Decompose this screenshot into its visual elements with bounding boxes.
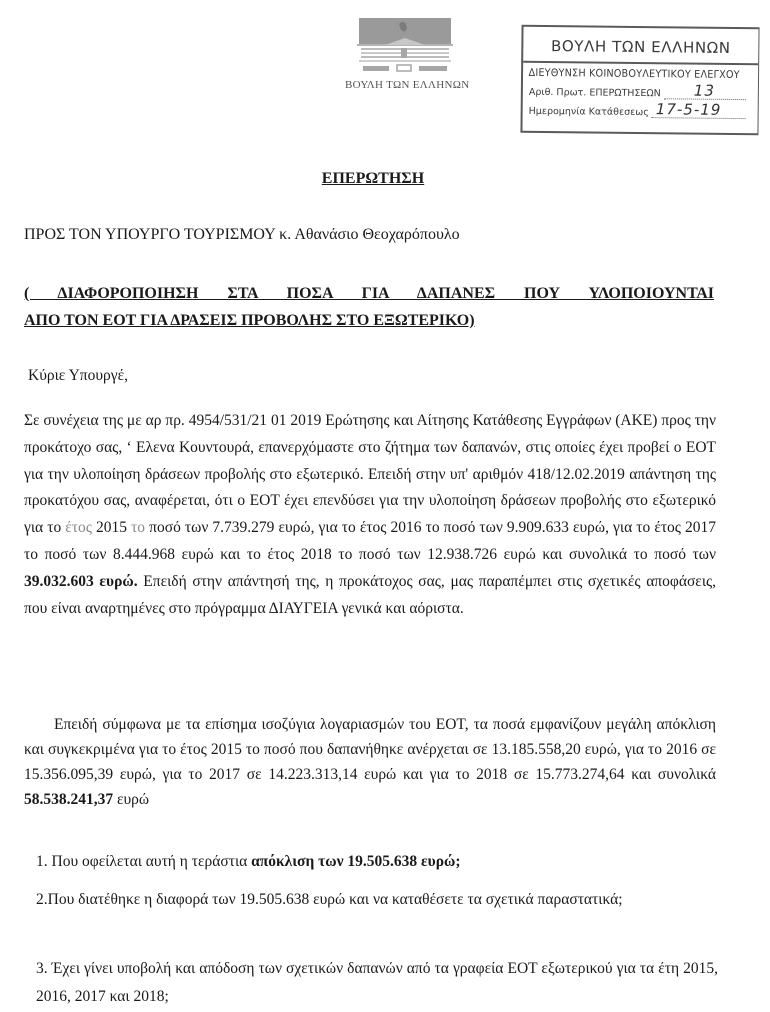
greeting: Κύριε Υπουργέ, <box>28 367 128 384</box>
stamp-date-label: Ημερομηνία Κατάθεσεως <box>528 105 649 119</box>
filing-stamp <box>520 25 759 135</box>
stamp-date-row <box>523 100 758 121</box>
question-1-bold: απόκλιση των 19.505.638 ευρώ; <box>251 853 461 870</box>
subject-line-2: ΑΠΟ ΤΟΝ ΕΟΤ ΓΙΑ ΔΡΑΣΕΙΣ ΠΡΟΒΟΛΗΣ ΣΤΟ ΕΞΩΤΕΡΙΚΟ) <box>24 312 475 329</box>
paragraph-1-text-d: Επειδή στην απάντησή της, η προκάτοχος σας, μας παραπέμπει στις σχετικές αποφάσεις, που είναι αναρτημένες στο πρόγραμμα ΔΙΑΥΓΕΙΑ γενικά και αόριστα. <box>24 572 717 617</box>
stamp-protocol-field <box>664 81 746 100</box>
paragraph-1-total: 39.032.603 ευρώ. <box>24 572 138 590</box>
paragraph-2-total: 58.538.241,37 <box>24 791 114 808</box>
subject-block <box>24 280 714 334</box>
logo-caption: ΒΟΥΛΗ ΤΩΝ ΕΛΛΗΝΩΝ <box>345 79 470 91</box>
paragraph-1-faint-b: το <box>131 519 146 537</box>
question-3: 3. Έχει γίνει υποβολή και απόδοση των σχετικών δαπανών από τα γραφεία ΕΟΤ εξωτερικού για τα έτη 2015, 2016, 2017 και 2018; <box>36 960 718 1005</box>
paragraph-1-faint-a: έτος <box>65 519 92 537</box>
paragraph-2-text: Επειδή σύμφωνα με τα επίσημα ισοζύγια λογαριασμών του ΕΟΤ, τα ποσά εμφανίζουν μεγάλη απόκλιση και συγκεκριμένα για το έτος 2015 το ποσό που δαπανήθηκε ανέρχεται σε 13.185.558,20 ευρώ, για το 2016 σε 15.356.095,39 ευρώ, για το 2017 σε 14.223.313,14 ευρώ και για το 2018 σε 15.773.274,64 και συνολικά <box>24 716 716 783</box>
paragraph-1-text-a: Σε συνέχεια της με αρ πρ. 4954/531/21 01 2019 Ερώτησης και Αίτησης Κατάθεσης Εγγράφων (ΑΚΕ) προς την προκάτοχο σας, ‘ Ελενα Κουντουρά, επανερχόμαστε στο ζήτημα των δαπανών, στις οποίες έχει προβεί ο ΕΟΤ για την υλοποίηση δράσεων προβολής στο εξωτερικό. Επειδή στην υπ' αριθμόν 418/12.02.2019 απάντηση της προκατόχου σας, αναφέρεται, ότι ο ΕΟΤ έχει επενδύσει για την υλοποίηση δράσεων προβολής στο εξωτερικό για το <box>24 412 716 537</box>
question-2: 2.Που διατέθηκε η διαφορά των 19.505.638 ευρώ και να καταθέσετε τα σχετικά παραστατικά; <box>36 891 623 908</box>
stamp-department: ΔΙΕΥΘΥΝΣΗ ΚΟΙΝΟΒΟΥΛΕΥΤΙΚΟΥ ΕΛΕΓΧΟΥ <box>528 66 740 82</box>
parliament-logo <box>345 14 470 91</box>
stamp-protocol-number: 13 <box>693 81 716 100</box>
stamp-protocol-label: Αριθ. Πρωτ. ΕΠΕΡΩΤΗΣΕΩΝ <box>528 86 661 100</box>
document-heading: ΕΠΕΡΩΤΗΣΗ <box>321 170 425 187</box>
subject-line-1: ( ΔΙΑΦΟΡΟΠΟΙΗΣΗ ΣΤΑ ΠΟΣΑ ΓΙΑ ΔΑΠΑΝΕΣ ΠΟΥ ΥΛΟΠΟΙΟΥΝΤΑΙ <box>24 285 714 302</box>
stamp-protocol-row <box>523 81 758 102</box>
paragraph-2-suffix: ευρώ <box>113 791 150 808</box>
parliament-building-icon <box>355 14 455 76</box>
paragraph-1-text-b: 2015 <box>91 519 132 537</box>
paragraph-2 <box>24 712 716 812</box>
stamp-date-value: 17-5-19 <box>655 100 722 119</box>
recipient-line: ΠΡΟΣ ΤΟΝ ΥΠΟΥΡΓΟ ΤΟΥΡΙΣΜΟΥ κ. Αθανάσιο Θεοχαρόπουλο <box>24 226 460 243</box>
question-1-text: 1. Που οφείλεται αυτή η τεράστια <box>36 853 252 870</box>
paragraph-1-text-c: ποσό των 7.739.279 ευρώ, για το έτος 2016 το ποσό των 9.909.633 ευρώ, για το έτος 2017 το ποσό των 8.444.968 ευρώ και το έτος 2018 το ποσό των 12.938.726 ευρώ και συνολικά το ποσό των <box>24 519 717 563</box>
paragraph-1 <box>24 408 716 622</box>
question-1 <box>36 848 718 876</box>
stamp-title: ΒΟΥΛΗ ΤΩΝ ΕΛΛΗΝΩΝ <box>523 27 758 65</box>
stamp-date-field <box>652 100 746 119</box>
